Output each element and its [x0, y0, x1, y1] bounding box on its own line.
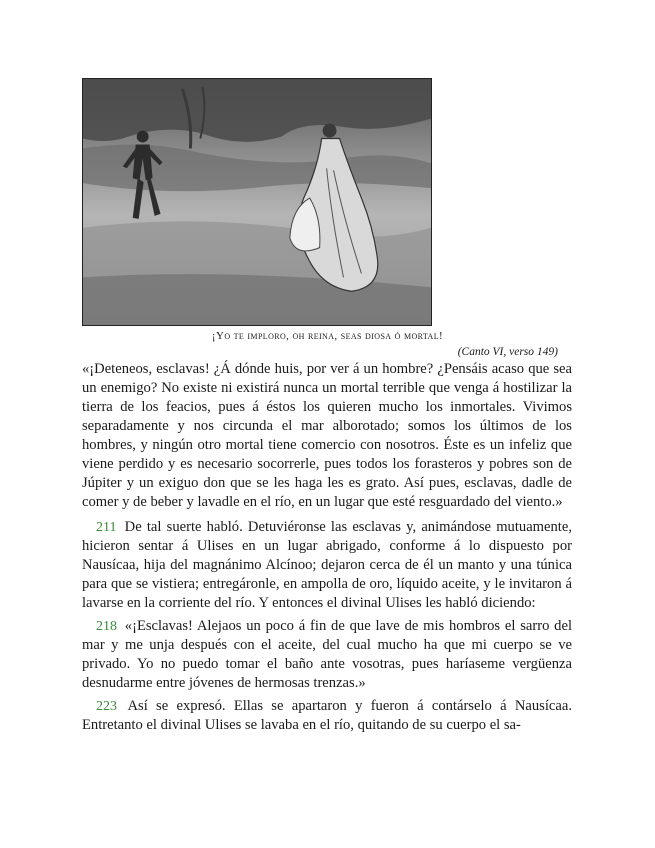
paragraph-text: «¡Esclavas! Alejaos un poco á fin de que lave de mis hombros el sarro del mar y me unja después con el aceite, del cual mucho ha que mi cuerpo se ve privado. Yo no puedo tomar el baño ante vosotras, pues haríaseme vergüenza desnudarme entre jóvenes de hermosas trenzas.» — [82, 618, 572, 691]
paragraph-text: Así se expresó. Ellas se apartaron y fueron á contárselo á Nausícaa. Entretanto el divinal Ulises se lavaba en el río, quitando de su cuerpo el sa- — [82, 698, 572, 733]
text-body — [82, 360, 572, 739]
paragraph — [82, 697, 572, 735]
paragraph — [82, 360, 572, 512]
engraving-image — [83, 79, 431, 325]
paragraph — [82, 518, 572, 613]
verse-number: 211 — [96, 520, 117, 535]
paragraph — [82, 617, 572, 693]
verse-number: 218 — [96, 619, 117, 634]
figure-source: (Canto VI, verso 149) — [457, 346, 558, 358]
figure-caption: ¡Yo te imploro, oh reina, seas diosa ó mortal! — [211, 330, 444, 342]
verse-number: 223 — [96, 699, 117, 714]
illustration — [82, 78, 432, 326]
paragraph-text: De tal suerte habló. Detuviéronse las esclavas y, animándose mutuamente, hicieron sentar á Ulises en un lugar abrigado, conforme á lo dispuesto por Nausícaa, hija del magnánimo Alcínoo; dejaron cerca de él un manto y una túnica para que se vistiera; entregáronle, en ampolla de oro, líquido aceite, y le invitaron á lavarse en la corriente del río. Y entonces el divinal Ulises les habló diciendo: — [82, 519, 572, 611]
paragraph-text: «¡Deteneos, esclavas! ¿Á dónde huis, por ver á un hombre? ¿Pensáis acaso que sea un enemigo? No existe ni existirá nunca un mortal terrible que venga á hostilizar la tierra de los feacios, pues á éstos los quieren mucho los inmortales. Vivimos separadamente y nos circunda el mar alborotado; somos los últimos de los hombres, y ningún otro mortal tiene comercio con nosotros. Éste es un infeliz que viene perdido y es necesario socorrerle, pues todos los forasteros y pobres son de Júpiter y un exiguo don que se les haga les es grato. Así pues, esclavas, dadle de comer y de beber y lavadle en el río, en un lugar que esté resguardado del viento.» — [82, 361, 572, 510]
